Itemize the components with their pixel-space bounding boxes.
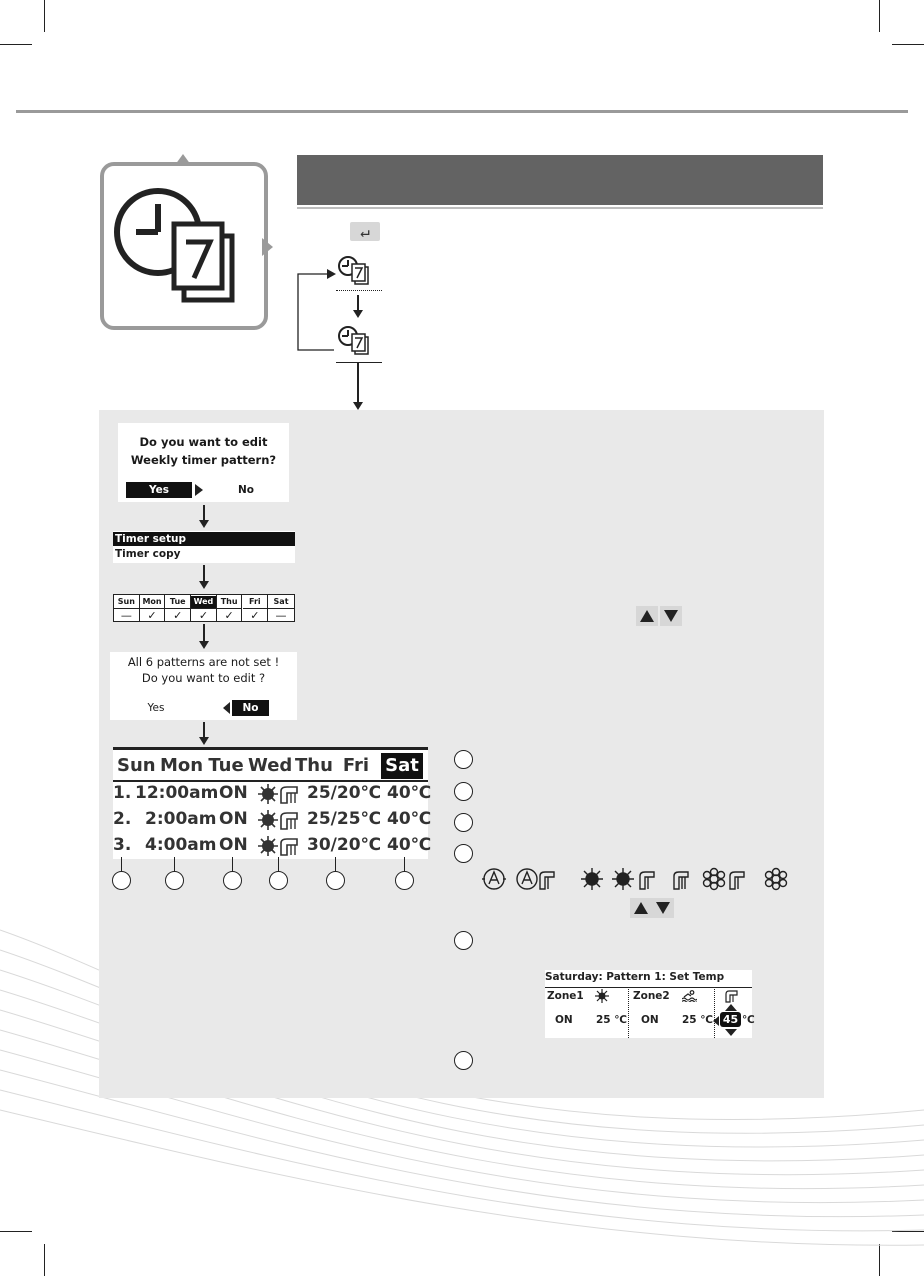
menu-item-timer-setup[interactable]: Timer setup [113,532,295,546]
row-number: 3. [113,835,132,855]
day-label: Mon [142,597,162,606]
enter-icon: ↵ [350,222,380,241]
callout-leader [404,857,405,871]
crop-mark [44,0,45,32]
row-number: 1. [113,783,132,803]
day-selector [113,594,295,622]
day-mark: ✓ [191,608,216,621]
tank-temp-value[interactable]: 45 [720,1012,741,1027]
callout-marker [395,871,414,890]
tank-mode-icon [674,872,688,889]
step-marker [454,782,473,801]
row-state: ON [219,809,248,829]
crop-mark [879,0,880,32]
row-time: 12:00am [135,783,219,803]
dialog-question-line2: Weekly timer pattern? [130,453,277,467]
no-button[interactable]: No [237,484,254,496]
day-header-sat[interactable]: Sat [381,753,423,779]
day-label: Thu [220,597,238,606]
day-label: Wed [191,596,216,608]
weekly-timer-icon [336,322,374,356]
flow-arrow [203,505,205,521]
row-zone-temp: 25/20℃ [307,783,382,803]
flow-arrow [357,295,359,311]
callout-leader [278,857,279,871]
dialog-question-line1: Do you want to edit [139,435,268,449]
callout-marker [223,871,242,890]
tank-icon [725,989,739,1003]
day-cell-sun[interactable] [114,595,140,621]
row-zone-temp: 30/20℃ [307,835,382,855]
arrow-up-icon [175,154,191,166]
zone1-label: Zone1 [547,990,584,1002]
callout-marker [165,871,184,890]
flow-arrow [203,565,205,582]
day-mark: ✓ [217,608,242,621]
day-header-thu[interactable]: Thu [295,755,333,776]
flow-arrow [357,363,359,403]
up-key-icon [630,898,652,918]
row-state: ON [219,835,248,855]
day-cell-thu[interactable] [217,595,243,621]
weekly-timer-icon [336,252,374,286]
row-time: 2:00am [145,809,217,829]
flow-arrow [203,722,205,738]
title-rule [545,987,752,988]
day-cell-tue[interactable] [165,595,191,621]
weekly-timer-card[interactable] [100,162,268,330]
day-header-fri[interactable]: Fri [342,755,370,776]
dotted-divider [336,290,382,291]
cool-tank-mode-icon [704,869,745,890]
heat-tank-mode-icon [257,809,301,831]
flow-arrow [203,624,205,642]
row-tank-temp: 40℃ [387,809,432,829]
zone-divider [628,989,629,1038]
zone1-state: ON [555,1014,573,1026]
yes-button[interactable]: Yes [147,702,165,714]
step-marker [454,931,473,950]
callout-leader [335,857,336,871]
callout-marker [269,871,288,890]
section-header-bar [297,155,823,205]
zone2-state: ON [641,1014,659,1026]
step-marker [454,813,473,832]
callout-marker [112,871,131,890]
cursor-left-icon [713,1016,719,1026]
cursor-right-icon [195,484,203,496]
day-mark: — [114,608,139,621]
cool-mode-icon [766,869,787,890]
pool-icon [682,990,697,1002]
weekly-timer-icon [104,166,264,326]
top-rule [16,110,908,113]
day-label: Fri [249,597,261,606]
day-cell-fri[interactable] [243,595,269,621]
day-mark: ✓ [243,608,268,621]
day-header-wed[interactable]: Wed [248,755,293,776]
callout-marker [326,871,345,890]
zone1-temp[interactable]: 25 ℃ [596,1014,627,1026]
set-temp-screen [545,970,755,1038]
solid-divider [336,362,382,363]
callout-leader [121,857,122,871]
step-marker [454,1051,473,1070]
heat-tank-mode-icon [257,783,301,805]
zone-divider [714,989,715,1038]
menu-item-timer-copy[interactable]: Timer copy [115,548,181,560]
callout-leader [232,857,233,871]
tank-temp-unit: ℃ [742,1014,755,1026]
schedule-row[interactable] [113,832,432,858]
set-temp-title: Saturday: Pattern 1: Set Temp [545,971,725,983]
arrow-right-icon [262,238,274,256]
day-cell-wed[interactable] [191,595,217,621]
day-mark: ✓ [140,608,165,621]
schedule-row[interactable] [113,806,432,832]
zone2-temp[interactable]: 25 ℃ [682,1014,713,1026]
day-header-sun[interactable]: Sun [117,755,156,776]
zone2-label: Zone2 [633,990,670,1002]
row-tank-temp: 40℃ [387,783,432,803]
callout-leader [174,857,175,871]
timer-menu [113,531,295,563]
schedule-screen [113,747,432,859]
schedule-row[interactable] [113,780,432,806]
row-number: 2. [113,809,132,829]
cursor-left-icon [223,702,230,714]
yes-button[interactable]: Yes [126,482,192,498]
crop-mark [0,44,32,45]
no-button[interactable]: No [232,700,269,716]
dialog-question-line1: All 6 patterns are not set ! [127,655,280,669]
up-key-icon [636,606,658,626]
heat-tank-mode-icon [257,835,301,857]
down-key-icon [660,606,682,626]
up-arrow-icon [725,1004,737,1011]
day-header-mon[interactable]: Mon [159,755,204,776]
day-mark: — [268,608,294,621]
dialog-question-line2: Do you want to edit ? [141,671,266,685]
step-marker [454,844,473,863]
auto-mode-icon [482,869,506,889]
row-state: ON [219,783,248,803]
row-tank-temp: 40℃ [387,835,432,855]
mode-icons-row [482,866,794,892]
header-underline [297,207,823,209]
auto-tank-mode-icon [517,869,554,889]
day-cell-mon[interactable] [140,595,166,621]
day-label: Sat [273,597,289,606]
down-key-icon [652,898,674,918]
step-marker [454,750,473,769]
heat-mode-icon [595,989,609,1003]
loop-bracket [294,266,336,352]
day-label: Tue [169,597,186,606]
day-cell-sat[interactable] [268,595,294,621]
day-header-tue[interactable]: Tue [208,755,244,776]
crop-mark [892,44,924,45]
day-mark: ✓ [165,608,190,621]
schedule-top-rule [113,747,428,750]
row-time: 4:00am [145,835,217,855]
row-zone-temp: 25/25℃ [307,809,382,829]
down-arrow-icon [725,1029,737,1036]
day-label: Sun [117,597,135,606]
